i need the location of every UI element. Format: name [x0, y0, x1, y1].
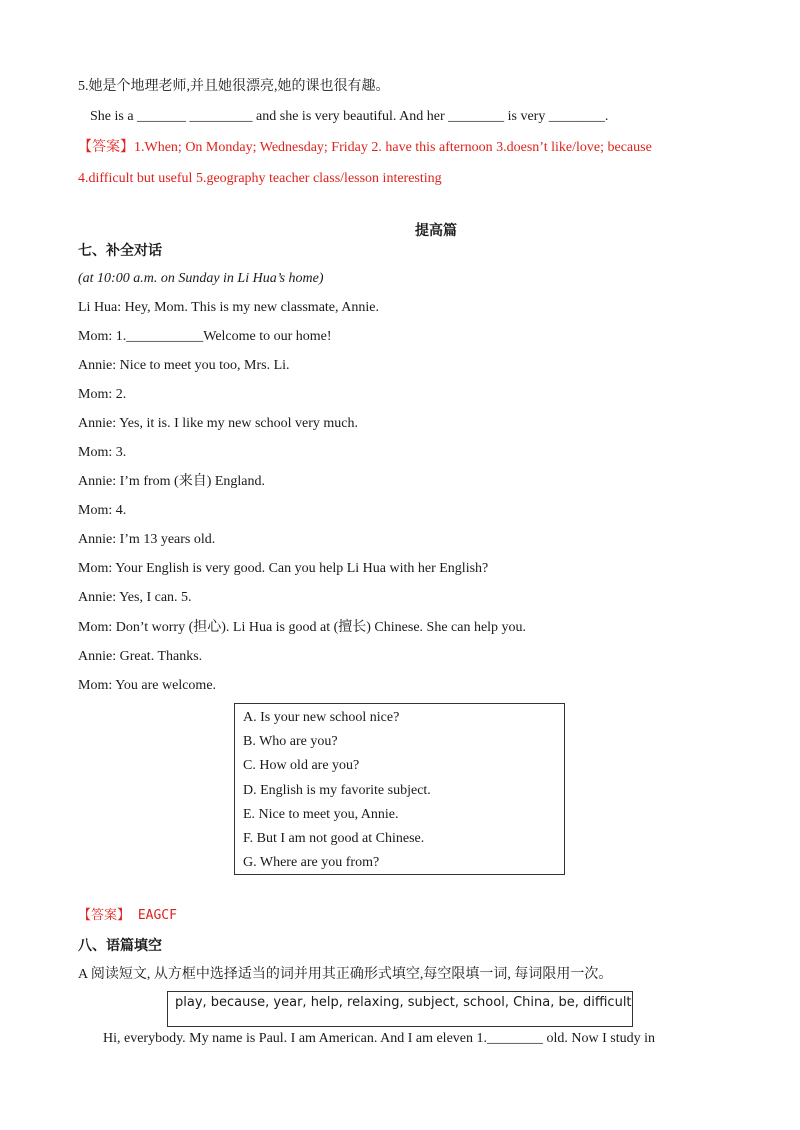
- dialogue-line: Mom: 2.: [78, 387, 127, 402]
- part-8-heading: 八、语篇填空: [78, 938, 162, 954]
- part-8-instruction: A 阅读短文, 从方框中选择适当的词并用其正确形式填空,每空限填一词, 每词限用一次。: [78, 967, 613, 982]
- dialogue-line: Annie: Great. Thanks.: [78, 649, 203, 664]
- section-title: 提高篇: [415, 223, 457, 239]
- word-bank-box: play, because, year, help, relaxing, subject, school, China, be, difficult: [167, 991, 633, 1027]
- passage-line: Hi, everybody. My name is Paul. I am American. And I am eleven 1.________ old. Now I study in: [103, 1031, 655, 1046]
- option-item: D. English is my favorite subject.: [243, 782, 431, 798]
- option-item: C. How old are you?: [243, 758, 360, 774]
- dialogue-line: Annie: Nice to meet you too, Mrs. Li.: [78, 358, 290, 373]
- dialogue-line: Mom: Your English is very good. Can you help Li Hua with her English?: [78, 561, 489, 576]
- answer-line-2: 4.difficult but useful 5.geography teacher class/lesson interesting: [78, 171, 442, 186]
- part-7-heading: 七、补全对话: [78, 243, 162, 259]
- option-item: A. Is your new school nice?: [243, 710, 400, 725]
- dialogue-line: Mom: Don’t worry (担心). Li Hua is good at (擅长) Chinese. She can help you.: [78, 620, 527, 635]
- part-7-answer: 【答案】 EAGCF: [78, 908, 177, 923]
- dialogue-line: Annie: I’m from (来自) England.: [78, 474, 266, 489]
- dialogue-line: Mom: You are welcome.: [78, 678, 217, 693]
- question-5-chinese: 5.她是个地理老师,并且她很漂亮,她的课也很有趣。: [78, 79, 390, 94]
- dialogue-line: Mom: 1.___________Welcome to our home!: [78, 329, 332, 344]
- dialogue-line: Annie: I’m 13 years old.: [78, 532, 216, 547]
- option-item: E. Nice to meet you, Annie.: [243, 806, 399, 822]
- option-item: B. Who are you?: [243, 734, 338, 750]
- dialogue-line: Annie: Yes, I can. 5.: [78, 590, 192, 605]
- dialogue-line: Annie: Yes, it is. I like my new school very much.: [78, 416, 358, 431]
- dialogue-line: Mom: 3.: [78, 445, 127, 460]
- dialogue-line: Li Hua: Hey, Mom. This is my new classmate, Annie.: [78, 300, 379, 315]
- question-5-english: She is a _______ _________ and she is very beautiful. And her ________ is very ________.: [90, 109, 609, 124]
- dialogue-line: Mom: 4.: [78, 503, 127, 518]
- dialogue-setting: (at 10:00 a.m. on Sunday in Li Hua’s home): [78, 271, 324, 286]
- answer-line-1: 【答案】1.When; On Monday; Wednesday; Friday 2. have this afternoon 3.doesn’t like/love; because: [78, 140, 652, 155]
- option-item: G. Where are you from?: [243, 855, 380, 871]
- options-box: [234, 703, 565, 875]
- option-item: F. But I am not good at Chinese.: [243, 831, 425, 847]
